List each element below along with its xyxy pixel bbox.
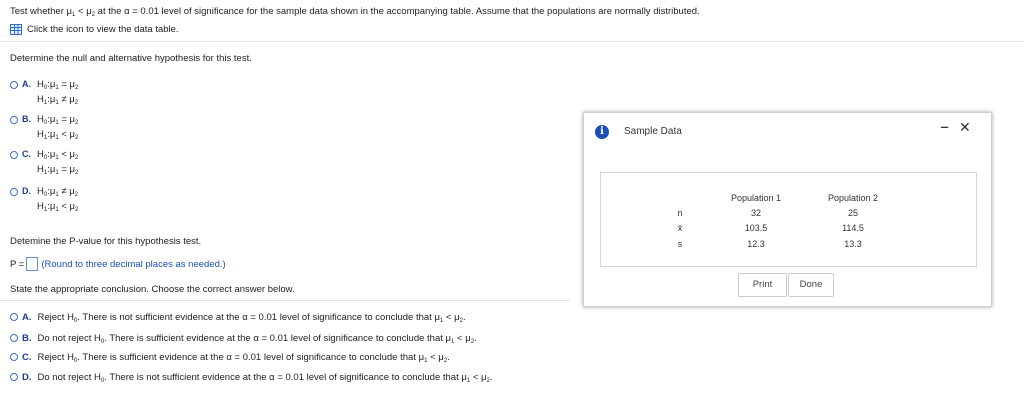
minimize-icon[interactable]: ‒ xyxy=(941,119,949,134)
column-header: Population 2 xyxy=(827,193,879,203)
conclusion-option[interactable] xyxy=(10,333,477,348)
table-cell: 103.5 xyxy=(744,223,768,233)
p-hint: (Round to three decimal places as needed.) xyxy=(41,258,226,270)
hypothesis-option[interactable] xyxy=(10,79,78,109)
hypothesis-option[interactable] xyxy=(10,186,78,216)
hypothesis-pair xyxy=(37,114,78,144)
conclusion-option[interactable] xyxy=(10,352,450,367)
null-hypothesis: $H_0:\mu_1 = \mu_2$ xyxy=(37,114,79,126)
null-hypothesis: $H_0:\mu_1 < \mu_2$ xyxy=(37,149,79,161)
info-icon: i xyxy=(595,125,609,139)
conclusion-text: Reject $H_0$. There is not sufficient evidence at the α = 0.01 level of significance to conclude that $\mu_1 < \mu_2$. xyxy=(37,312,466,324)
row-label: s xyxy=(677,239,683,249)
option-letter: D. xyxy=(22,186,31,196)
alternative-hypothesis: $H_1:\mu_1 < \mu_2$ xyxy=(37,201,79,213)
radio-button[interactable] xyxy=(10,81,18,89)
hypothesis-pair xyxy=(37,79,78,109)
row-label: x̄ xyxy=(677,223,683,233)
radio-button[interactable] xyxy=(10,116,18,124)
close-icon[interactable]: ✕ xyxy=(959,119,971,135)
p-value-input[interactable] xyxy=(26,257,38,271)
divider xyxy=(0,300,570,301)
option-letter: A. xyxy=(22,79,31,89)
row-label: n xyxy=(677,208,683,218)
alternative-hypothesis: $H_1:\mu_1 < \mu_2$ xyxy=(37,129,79,141)
data-table-link[interactable]: Click the icon to view the data table. xyxy=(10,24,179,35)
part2-instruction: Detemine the P-value for this hypothesis test. xyxy=(10,236,202,247)
option-letter: C. xyxy=(22,149,31,159)
option-letter: A. xyxy=(22,312,32,323)
radio-button[interactable] xyxy=(10,151,18,159)
table-cell: 25 xyxy=(847,208,858,218)
sample-data-dialog xyxy=(583,112,992,307)
hypothesis-pair xyxy=(37,186,78,216)
radio-button[interactable] xyxy=(10,334,18,342)
option-letter: B. xyxy=(22,333,32,344)
question-text: Test whether $\mu_1 < \mu_2$ at the α = 0.01 level of significance for the sample data shown in the accompanying table. Assume that the populations are normally distributed. xyxy=(10,6,700,18)
conclusion-text: Do not reject $H_0$. There is sufficient evidence at the α = 0.01 level of significance to conclude that $\mu_1 < \mu_2$. xyxy=(37,333,477,345)
alternative-hypothesis: $H_1:\mu_1 = \mu_2$ xyxy=(37,164,79,176)
radio-button[interactable] xyxy=(10,313,18,321)
radio-button[interactable] xyxy=(10,353,18,361)
hypothesis-option[interactable] xyxy=(10,114,78,144)
conclusion-text: Do not reject $H_0$. There is not sufficient evidence at the α = 0.01 level of significance to conclude that $\mu_1 < \mu_2$. xyxy=(37,372,493,384)
p-label: P = xyxy=(10,258,25,270)
conclusion-text: Reject $H_0$. There is sufficient evidence at the α = 0.01 level of significance to conclude that $\mu_1 < \mu_2$. xyxy=(37,352,450,364)
option-letter: D. xyxy=(22,372,32,383)
null-hypothesis: $H_0:\mu_1 \ne \mu_2$ xyxy=(37,186,79,198)
hypothesis-pair xyxy=(37,149,78,179)
p-value-row xyxy=(10,257,226,271)
option-letter: B. xyxy=(22,114,31,124)
radio-button[interactable] xyxy=(10,373,18,381)
conclusion-option[interactable] xyxy=(10,312,466,327)
table-cell: 114.5 xyxy=(842,223,864,233)
hypothesis-option[interactable] xyxy=(10,149,78,179)
data-table xyxy=(600,172,977,267)
table-cell: 13.3 xyxy=(844,239,862,249)
part1-instruction: Determine the null and alternative hypothesis for this test. xyxy=(10,53,252,64)
divider xyxy=(0,41,1024,42)
radio-button[interactable] xyxy=(10,188,18,196)
conclusion-option[interactable] xyxy=(10,372,493,387)
table-cell: 32 xyxy=(750,208,761,218)
dialog-title: Sample Data xyxy=(624,126,682,137)
alternative-hypothesis: $H_1:\mu_1 \ne \mu_2$ xyxy=(37,94,79,106)
null-hypothesis: $H_0:\mu_1 = \mu_2$ xyxy=(37,79,79,91)
print-button[interactable]: Print xyxy=(738,273,787,297)
part3-instruction: State the appropriate conclusion. Choose the correct answer below. xyxy=(10,284,295,295)
table-cell: 12.3 xyxy=(747,239,765,249)
done-button[interactable]: Done xyxy=(788,273,834,297)
option-letter: C. xyxy=(22,352,32,363)
table-icon[interactable] xyxy=(10,24,22,35)
column-header: Population 1 xyxy=(730,193,782,203)
